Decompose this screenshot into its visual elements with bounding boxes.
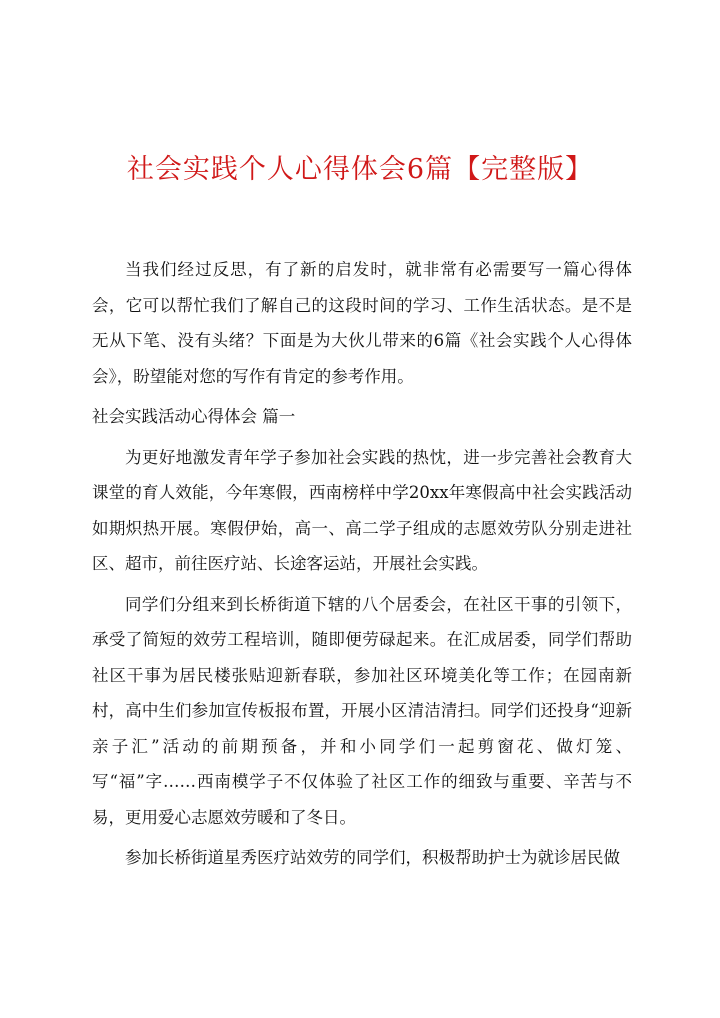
body-paragraph: 参加长桥街道星秀医疗站效劳的同学们，积极帮助护士为就诊居民做 [125, 848, 620, 867]
body-paragraph: 同学们分组来到长桥街道下辖的八个居委会，在社区干事的引领下，承受了简短的效劳工程培训，随即便劳碌起来。在汇成居委，同学们帮助社区干事为居民楼张贴迎新春联，参加社区环境美化等工作；在园南新村，高中生们参加宣传板报布置，开展小区清洁清扫。同学们还投身“迎新亲子汇”活动的前期预备，并和小同学们一起剪窗花、做灯笼、写“福”字……西南模学子不仅体验了社区工作的细致与重要、辛苦与不易，更用爱心志愿效劳暖和了冬日。 [92, 594, 632, 827]
body-paragraph: 为更好地激发青年学子参加社会实践的热忱，进一步完善社会教育大课堂的育人效能，今年寒假，西南榜样中学20xx年寒假高中社会实践活动如期炽热开展。寒假伊始，高一、高二学子组成的志愿效劳队分别走进社区、超市，前往医疗站、长途客运站，开展社会实践。 [92, 447, 632, 573]
document-title: 社会实践个人心得体会6篇【完整版】 [126, 154, 594, 185]
document-body [92, 252, 632, 876]
section-heading: 社会实践活动心得体会 篇一 [92, 407, 296, 426]
intro-paragraph: 当我们经过反思，有了新的启发时，就非常有必需要写一篇心得体会，它可以帮忙我们了解自己的这段时间的学习、工作生活状态。是不是无从下笔、没有头绪？下面是为大伙儿带来的6篇《社会实践个人心得体会》，盼望能对您的写作有肯定的参考作用。 [92, 260, 632, 386]
